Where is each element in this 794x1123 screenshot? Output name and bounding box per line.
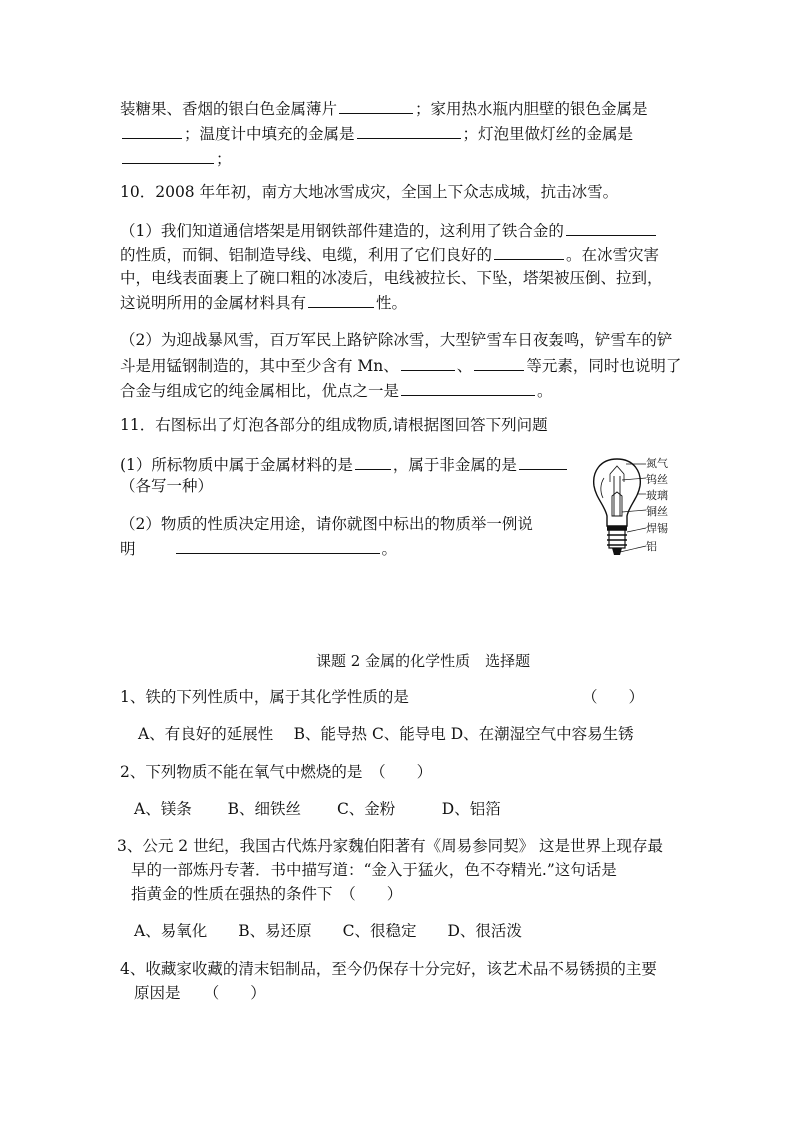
mc1-stem: 1、铁的下列性质中，属于其化学性质的是 [120, 688, 409, 706]
answer-blank[interactable] [122, 123, 182, 139]
q10-part1-line2 [120, 244, 659, 265]
bulb-label: 玻璃 [646, 489, 668, 502]
q9-line3 [120, 148, 232, 169]
light-bulb-drawing [586, 456, 648, 560]
bulb-label: 焊锡 [646, 522, 668, 535]
q10-part1-line1 [120, 220, 658, 241]
q11-text: ，属于非金属的是 [392, 456, 517, 474]
q10-text: 性。 [376, 294, 408, 312]
mc3-line2: 早的一部炼丹专著．书中描写道：“金入于猛火，色不夺精光.”这句话是 [131, 861, 617, 879]
q11-text: 。 [381, 540, 398, 558]
light-bulb-diagram [586, 456, 696, 560]
mc1-options: A、有良好的延展性 B、能导热 C、能导电 D、在潮湿空气中容易生锈 [138, 725, 634, 743]
q10-text: 。 [537, 382, 553, 400]
q10-text: （1）我们知道通信塔架是用钢铁部件建造的，这利用了铁合金的 [120, 222, 564, 240]
answer-blank[interactable] [519, 454, 567, 470]
mc3-line3: 指黄金的性质在强热的条件下 （ ） [131, 885, 403, 903]
q10-part2-line2 [120, 355, 681, 376]
q9-text: ； [216, 150, 232, 168]
q11-part2-line2 [120, 538, 397, 559]
q9-text: ；灯泡里做灯丝的金属是 [462, 125, 634, 143]
mc3-options: A、易氧化 B、易还原 C、很稳定 D、很活泼 [134, 922, 522, 940]
answer-blank[interactable] [357, 123, 461, 139]
q10-text: 。在冰雪灾害 [566, 246, 660, 264]
q9-text: ；温度计中填充的金属是 [184, 125, 355, 143]
q10-part2-line1: （2）为迎战暴风雪，百万军民上路铲除冰雪，大型铲雪车日夜轰鸣，铲雪车的铲 [120, 331, 673, 349]
answer-blank[interactable] [308, 292, 374, 308]
bulb-label: 铝 [646, 540, 657, 553]
mc2-stem: 2、下列物质不能在氧气中燃烧的是 （ ） [120, 763, 433, 781]
bulb-label: 氮气 [646, 457, 668, 470]
answer-blank[interactable] [122, 148, 214, 164]
q10-text: 合金与组成它的纯金属相比，优点之一是 [120, 382, 400, 400]
q9-text: 装糖果、香烟的银白色金属薄片 [120, 100, 338, 118]
q10-part1-line3: 中，电线表面裹上了碗口粗的冰凌后，电线被拉长、下坠，塔架被压倒、拉到， [120, 269, 663, 287]
answer-blank[interactable] [355, 454, 391, 470]
q10-text: 的性质，而铜、铝制造导线、电缆，利用了它们良好的 [120, 246, 493, 264]
answer-blank[interactable] [401, 355, 455, 371]
answer-blank[interactable] [401, 380, 535, 396]
answer-blank[interactable] [339, 98, 413, 114]
section-title: 课题 2 金属的化学性质 选择题 [316, 652, 531, 670]
q11-part2-line1: （2）物质的性质决定用途，请你就图中标出的物质举一例说 [120, 515, 533, 533]
q10-text: 、 [456, 357, 473, 375]
q10-text: 等元素，同时也说明了 [526, 357, 682, 375]
q9-line1 [120, 98, 648, 119]
q11-stem: 11．右图标出了灯泡各部分的组成物质,请根据图回答下列问题 [120, 416, 548, 434]
q10-text: 斗是用锰钢制造的，其中至少含有 Mn、 [120, 357, 399, 375]
mc2-options: A、镁条 B、细铁丝 C、金粉 D、铝箔 [134, 800, 501, 818]
answer-blank[interactable] [176, 538, 380, 554]
mc4-line1: 4、收藏家收藏的清末铝制品，至今仍保存十分完好，该艺术品不易锈损的主要 [120, 960, 657, 978]
q11-part1-line1 [120, 454, 569, 475]
answer-blank[interactable] [566, 220, 656, 236]
q9-line2 [120, 123, 633, 144]
mc4-line2: 原因是 （ ） [134, 984, 266, 1002]
q11-part1-line2: （各写一种） [120, 477, 214, 495]
bulb-label: 钨丝 [646, 473, 668, 486]
mc1-answer-paren[interactable]: （ ） [582, 688, 645, 706]
q11-text: 明 [120, 540, 136, 558]
q10-stem: 10．2008 年年初，南方大地冰雪成灾，全国上下众志成城，抗击冰雪。 [120, 183, 619, 201]
bulb-label: 铜丝 [646, 505, 668, 518]
q11-text: (1）所标物质中属于金属材料的是 [120, 456, 353, 474]
q9-text: ；家用热水瓶内胆壁的银色金属是 [415, 100, 648, 118]
mc3-line1: 3、公元 2 世纪，我国古代炼丹家魏伯阳著有《周易参同契》 这是世界上现存最 [117, 837, 664, 855]
q10-text: 这说明所用的金属材料具有 [120, 294, 307, 312]
q10-part2-line3 [120, 380, 553, 401]
q10-part1-line4 [120, 292, 407, 313]
answer-blank[interactable] [494, 244, 564, 260]
answer-blank[interactable] [474, 355, 524, 371]
